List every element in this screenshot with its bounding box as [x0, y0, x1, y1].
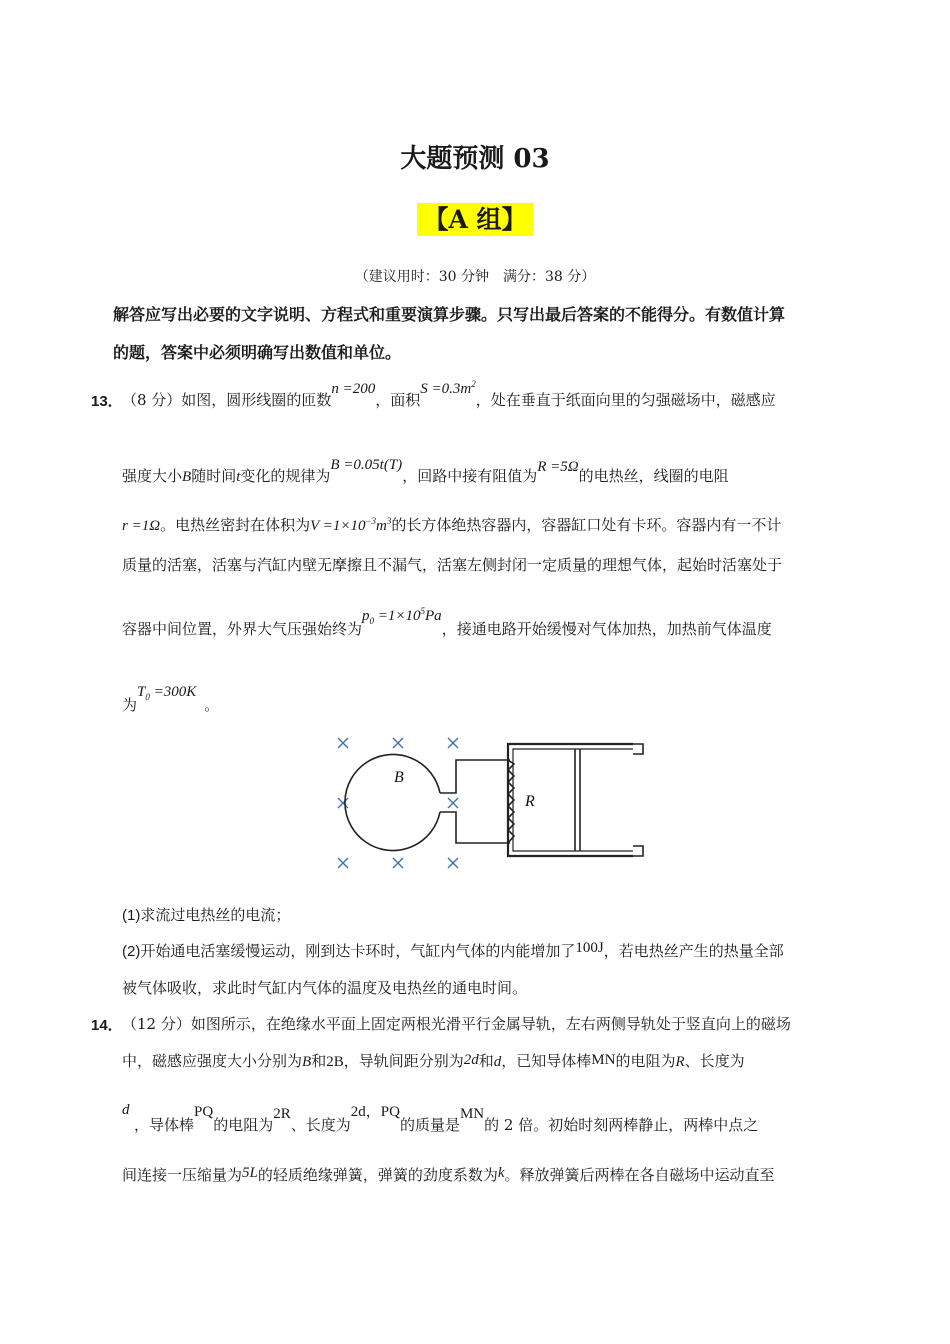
q13-line-6 — [122, 684, 220, 716]
q14-text: 的电阻为 — [213, 1116, 274, 1134]
formula-B: B =0.05t(T) — [330, 457, 403, 473]
formula-S — [420, 381, 475, 397]
q13-line-1 — [122, 379, 776, 410]
formula-V-sup: −3 — [365, 516, 377, 526]
circuit-figure — [330, 732, 660, 882]
var-B: B — [302, 1054, 312, 1070]
formula-p0-val: =1×10 — [377, 608, 421, 624]
q14-text: 的轻质绝缘弹簧，弹簧的劲度系数为 — [257, 1166, 498, 1184]
formula-MN: MN — [591, 1052, 616, 1068]
wire-bottom — [440, 812, 510, 843]
cross-mark — [338, 858, 348, 868]
var-B: B — [182, 469, 192, 485]
formula-p0-sup: 5 — [420, 606, 426, 616]
q13-text: 为 — [122, 696, 138, 714]
formula-p0-sub: 0 — [369, 616, 375, 626]
cross-mark — [448, 798, 458, 808]
q13-sub-question-1: (1)求流过电热丝的电流； — [122, 907, 291, 924]
formula-2B: 2B — [326, 1054, 344, 1070]
formula-T0-sub: 0 — [145, 692, 150, 702]
q13-line-4: 质量的活塞，活塞与汽缸内壁无摩擦且不漏气，活塞左侧封闭一定质量的理想气体，起始时活塞处于 — [122, 556, 783, 574]
q14-line-1: （12 分）如图所示，在绝缘水平面上固定两根光滑平行金属导轨，左右两侧导轨处于竖直向上的磁场 — [122, 1015, 791, 1033]
cross-mark — [448, 738, 458, 748]
q13-text: 强度大小 — [122, 467, 183, 485]
q14-line-3 — [134, 1104, 759, 1135]
q14-number: 14． — [91, 1017, 123, 1034]
formula-2R: 2R — [273, 1106, 291, 1122]
q13-text: 。电热丝密封在体积为 — [160, 516, 311, 534]
q14-text: 。释放弹簧后两棒在各自磁场中运动直至 — [504, 1166, 775, 1184]
wire-top — [440, 760, 510, 793]
q13-text: ，处在垂直于纸面向里的匀强磁场中，磁感应 — [475, 391, 776, 409]
formula-V-text: V =1×10 — [310, 518, 366, 534]
q13-text: 随时间 — [191, 467, 237, 485]
cross-mark — [448, 858, 458, 868]
formula-2d-PQ: 2d，PQ — [350, 1104, 400, 1120]
var-d-line3: d — [122, 1102, 130, 1118]
formula-V-sup2: 3 — [386, 516, 392, 526]
formula-S-sup: 2 — [471, 379, 476, 389]
instructions-line-2: 的题，答案中必须明确写出数值和单位。 — [113, 343, 402, 362]
q13-text: 的长方体绝热容器内，容器缸口处有卡环。容器内有一不计 — [391, 516, 782, 534]
formula-V — [310, 518, 391, 534]
group-label: 【A 组】 — [417, 203, 532, 236]
var-k: k — [497, 1165, 505, 1181]
q13-sub-question-2-cont: 被气体吸收，求此时气缸内气体的温度及电热丝的通电时间。 — [122, 979, 528, 997]
cross-mark — [393, 738, 403, 748]
q13-text: ，接通电路开始缓慢对气体加热，加热前气体温度 — [441, 620, 772, 638]
q14-text: 和 — [478, 1052, 494, 1070]
var-t: t — [236, 469, 241, 485]
formula-5L: 5L — [242, 1165, 258, 1181]
q13-text: (2)开始通电活塞缓慢运动，刚到达卡环时，气缸内气体的内能增加了 — [122, 943, 576, 960]
time-score-note: （建议用时：30 分钟 满分：38 分） — [354, 269, 596, 285]
formula-R: R =5Ω — [537, 459, 579, 475]
q14-text: ，导体棒 — [134, 1116, 195, 1134]
formula-PQ: PQ — [194, 1104, 214, 1120]
instructions-line-1: 解答应写出必要的文字说明、方程式和重要演算步骤。只写出最后答案的不能得分。有数值计算 — [113, 305, 786, 324]
q14-text: 和 — [311, 1052, 327, 1070]
q14-text: 、长度为 — [684, 1052, 745, 1070]
q13-line-3 — [122, 514, 781, 535]
formula-T0-text: T — [137, 684, 146, 700]
magnetic-field-crosses — [338, 738, 458, 868]
q13-text: 的电热丝，线圈的电阻 — [578, 467, 729, 485]
formula-V-unit: m — [376, 518, 387, 534]
page-title: 大题预测 03 — [400, 144, 550, 174]
cross-mark — [393, 858, 403, 868]
cross-mark — [338, 798, 348, 808]
q13-text: ，回路中接有阻值为 — [402, 467, 538, 485]
formula-S-text: S =0.3m — [420, 381, 472, 397]
q14-text: 的质量是 — [399, 1116, 460, 1134]
formula-100J: 100J — [575, 940, 604, 956]
formula-r: r =1Ω — [122, 518, 161, 534]
q13-text: 。 — [204, 696, 220, 714]
q14-text: 的电阻为 — [615, 1052, 676, 1070]
q13-text: （8 分）如图，圆形线圈的匝数 — [122, 391, 332, 409]
var-R: R — [675, 1054, 685, 1070]
q14-line-2 — [122, 1050, 745, 1071]
q13-sub-question-2 — [122, 940, 784, 961]
label-B: B — [394, 769, 404, 786]
group-heading — [0, 200, 950, 236]
formula-MN-2: MN — [459, 1106, 485, 1122]
formula-2d: 2d — [463, 1052, 479, 1068]
q13-text: ，若电热丝产生的热量全部 — [603, 942, 784, 960]
label-R: R — [525, 793, 535, 810]
q13-text: 变化的规律为 — [240, 467, 331, 485]
formula-p0-text: p — [362, 608, 370, 624]
q14-text: 的 2 倍。初始时刻两棒静止，两棒中点之 — [484, 1116, 759, 1134]
snap-rings — [633, 744, 643, 856]
q13-line-2 — [122, 457, 729, 486]
q14-text: ，已知导体棒 — [501, 1052, 592, 1070]
q13-number: 13． — [91, 393, 123, 410]
coil-circle — [345, 755, 440, 851]
q14-text: 间连接一压缩量为 — [122, 1166, 243, 1184]
var-d: d — [493, 1054, 502, 1070]
q13-text: ，面积 — [375, 391, 421, 409]
formula-p0-unit: Pa — [425, 608, 442, 624]
formula-T0-val: =300K — [153, 684, 197, 700]
cross-mark — [338, 738, 348, 748]
q14-text: ，导轨间距分别为 — [343, 1052, 464, 1070]
formula-p0 — [362, 608, 442, 624]
piston — [575, 749, 580, 851]
q14-line-4 — [122, 1164, 775, 1185]
formula-n: n =200 — [331, 381, 376, 397]
q14-text: 中，磁感应强度大小分别为 — [122, 1052, 303, 1070]
formula-T0 — [137, 684, 196, 700]
q13-text: 容器中间位置，外界大气压强始终为 — [122, 620, 363, 638]
q14-text: 、长度为 — [290, 1116, 351, 1134]
